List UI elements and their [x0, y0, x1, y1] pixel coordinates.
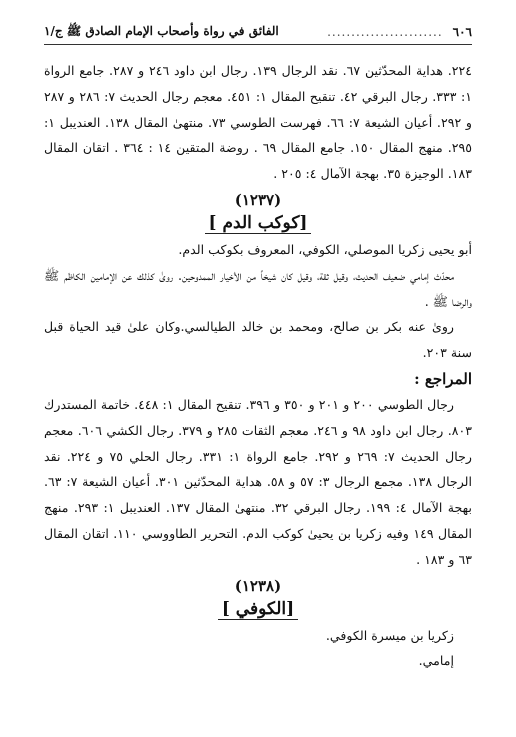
- page-number: ٦٠٦: [452, 25, 472, 39]
- entry-title-1237: [44, 211, 472, 235]
- previous-entry-references: ٢٢٤. هداية المحدّثين ٦٧. نقد الرجال ١٣٩. رجال ابن داود ٢٤٦ و ٢٨٧. جامع الرواة ١: ٣٣٣. رجال البرقي ٤٢. تنقيح المقال ١: ٤٥١. معجم رجال الحديث ٧: ٢٨٦ و ٢٨٧ و ٢٩٢. أعيان الشيعة ٧: ٦٦. فهرست الطوسي ٧٣. منتهىٰ المقال ١٣٨. العنديبل ١: ٢٩٥. منهج المقال ١٥٠. جامع المقال ٦٩ . روضة المتقين ١٤ : ٣٦٤ . اتقان المقال ١٨٣. الوجيزة ٣٥. بهجة الآمال ٤: ٢٠٥ .: [44, 63, 473, 182]
- entry-intro: زكريا بن ميسرة الكوفي.: [325, 627, 454, 643]
- entry-title-text: [كوكب الدم ]: [205, 213, 312, 234]
- page-header: [44, 20, 472, 45]
- references-heading: المراجع :: [414, 369, 472, 388]
- entry-title-text: [الكوفي ]: [218, 599, 298, 620]
- running-title: الفائق في رواة وأصحاب الإمام الصادق ﷺ ج/١: [44, 23, 279, 38]
- entry-intro: أبو يحيى زكريا الموصلي، الكوفي، المعروف بكوكب الدم.: [178, 241, 472, 257]
- entry-description: محدّث إمامي ضعيف الحديث، وقيل ثقة، وقيل كان شيخاً من الأخيار الممدوحين. روىٰ كذلك عن الإمامين الكاظم ﷺ والرضا ﷺ .: [44, 267, 472, 309]
- entry-references: رجال الطوسي ٢٠٠ و ٢٠١ و ٣٥٠ و ٣٩٦. تنقيح المقال ١: ٤٤٨. خاتمة المستدرك ٨٠٣. رجال ابن داود ٩٨ و ٢٤٦. معجم الثقات ٢٨٥ و ٣٧٩. رجال الكشي ٦٠٦. معجم رجال الحديث ٧: ٢٦٩ و ٢٩٢. جامع الرواة ١: ٣٣١. رجال الحلي ٧٥ و ٢٢٤. نقد الرجال ١٣٨. مجمع الرجال ٣: ٥٧ و ٥٨. هداية المحدّثين ٣٠١. أعيان الشيعة ٧: ٦٣. بهجة الآمال ٤: ١٩٩. رجال البرقي ٣٢. منتهىٰ المقال ١٣٧. العنديبل ١: ٢٩٣. منهج المقال ١٤٩ وفيه زكريا بن يحيىٰ كوكب الدم. التحرير الطاووسي ١١٠. اتقان المقال ٦٣ و ١٨٣ .: [44, 396, 473, 567]
- entry-number-1238: (١٢٣٨): [234, 576, 282, 595]
- entry-narrators: روىٰ عنه بكر بن صالح، ومحمد بن خالد الطيالسي.وكان علىٰ قيد الحياة قبل سنة ٢٠٣.: [44, 319, 472, 361]
- page-body: [44, 58, 472, 674]
- entry-description: إمامي.: [418, 653, 454, 669]
- entry-title-1238: [44, 597, 472, 621]
- header-leader-dots: ........................: [327, 25, 443, 39]
- entry-number-1237: (١٢٣٧): [234, 190, 282, 209]
